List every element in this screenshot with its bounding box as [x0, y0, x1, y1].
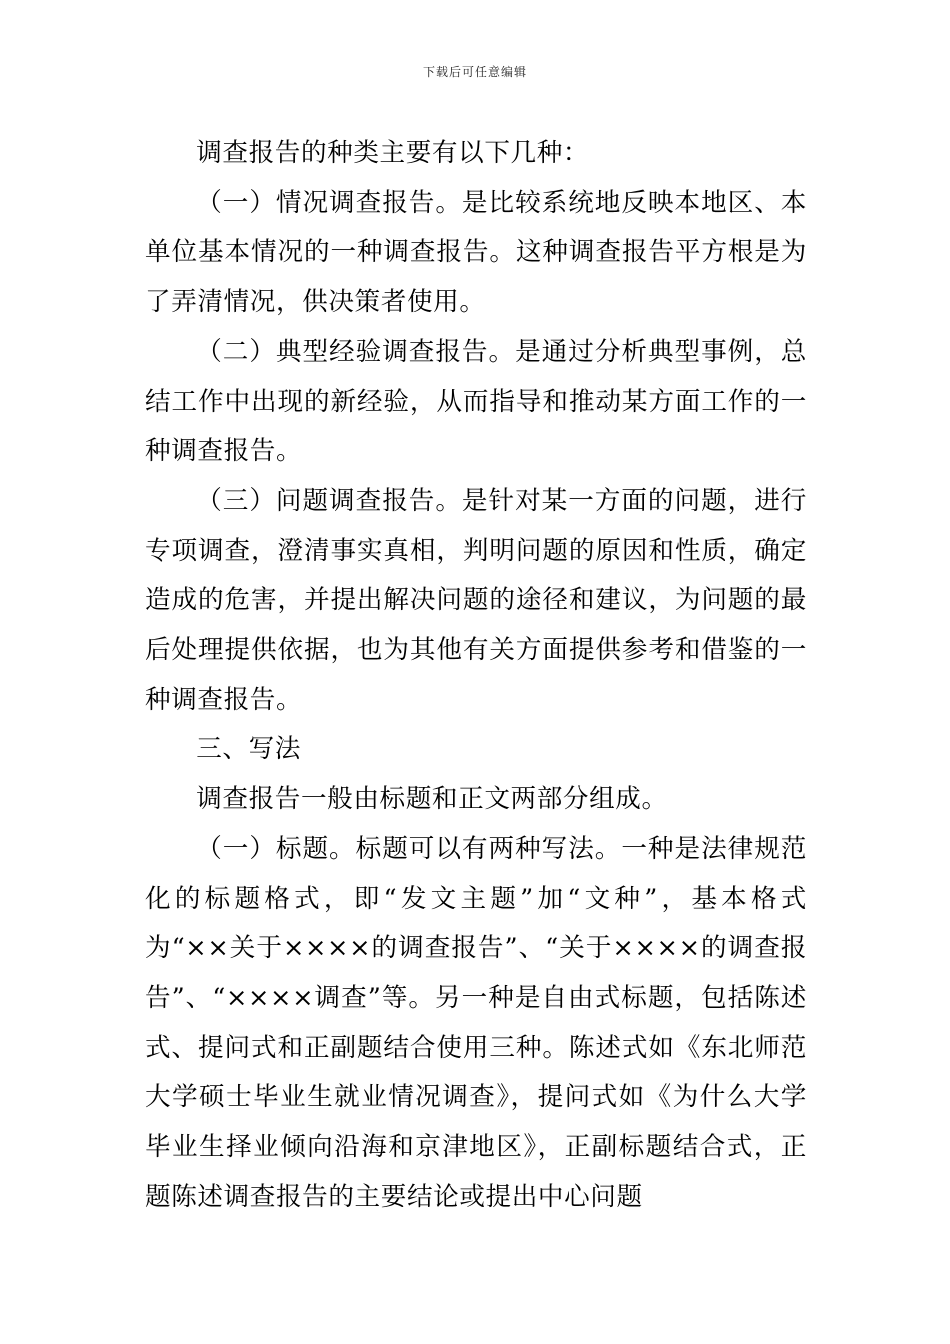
paragraph-experience-report: （二）典型经验调查报告。是通过分析典型事例，总结工作中出现的新经验，从而指导和推动某方面工作的一种调查报告。 — [145, 336, 807, 467]
document-body — [145, 129, 807, 1222]
paragraph-composition: 调查报告一般由标题和正文两部分组成。 — [196, 784, 668, 815]
header-note: 下载后可任意编辑 — [422, 65, 527, 79]
paragraph-problem-report: （三）问题调查报告。是针对某一方面的问题，进行专项调查，澄清事实真相，判明问题的原因和性质，确定造成的危害，并提出解决问题的途径和建议，为问题的最后处理提供依据，也为其他有关方面提供参考和借鉴的一种调查报告。 — [145, 485, 807, 715]
paragraph-title-writing: （一）标题。标题可以有两种写法。一种是法律规范化的标题格式，即“发文主题”加“文种”，基本格式为“××关于××××的调查报告”、“关于××××的调查报告”、“××××调查”等。另一种是自由式标题，包括陈述式、提问式和正副题结合使用三种。陈述式如《东北师范大学硕士毕业生就业情况调查》，提问式如《为什么大学毕业生择业倾向沿海和京津地区》，正副标题结合式，正题陈述调查报告的主要结论或提出中心问题 — [145, 833, 807, 1212]
paragraph-types-intro: 调查报告的种类主要有以下几种： — [196, 138, 590, 168]
paragraph-situation-report: （一）情况调查报告。是比较系统地反映本地区、本单位基本情况的一种调查报告。这种调查报告平方根是为了弄清情况，供决策者使用。 — [145, 187, 807, 318]
section-heading-writing: 三、写法 — [196, 734, 301, 765]
